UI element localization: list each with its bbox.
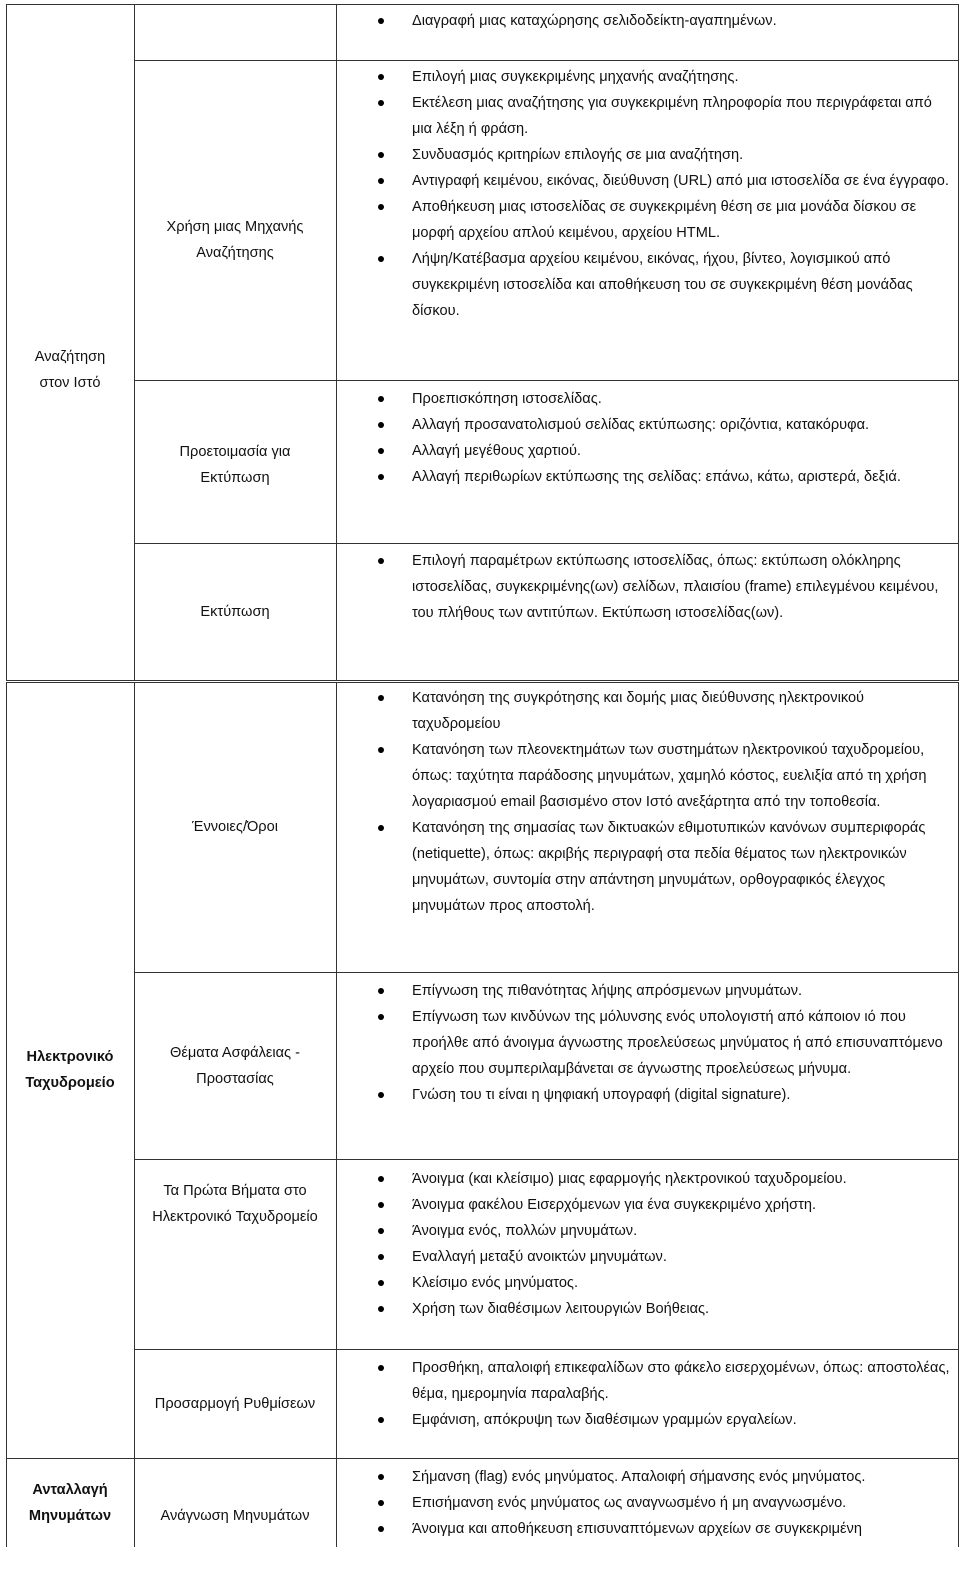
item-list [336,978,958,1108]
subcategory-label: Τα Πρώτα Βήματα στο Ηλεκτρονικό Ταχυδρομείο [152,1183,318,1225]
list-item: Λήψη/Κατέβασμα αρχείου κειμένου, εικόνας, ήχου, βίντεο, λογισμικού από συγκεκριμένη ιστοσελίδα και αποθήκευση του σε συγκεκριμένη θέση μονάδας δίσκου. [336,246,958,324]
category-label: Αναζήτηση στον Ιστό [34,349,106,391]
list-item: Κατανόηση των πλεονεκτημάτων των συστημάτων ηλεκτρονικού ταχυδρομείου, όπως: ταχύτητα παράδοσης μηνυμάτων, χαμηλό κόστος, ευελιξία από τη χρήση λογαριασμού email βασισμένο στον Ιστό ανεξάρτητα από την τοποθεσία. [336,737,958,815]
row-divider [6,680,959,681]
subcategory-label: Έννοιες/Όροι [192,819,278,835]
item-list [336,64,958,324]
list-item: Χρήση των διαθέσιμων λειτουργιών Βοήθειας. [336,1296,958,1322]
subcategory-cell [134,400,336,530]
list-item: Επισήμανση ενός μηνύματος ως αναγνωσμένο ή μη αναγνωσμένο. [336,1490,958,1516]
list-item: Αποθήκευση μιας ιστοσελίδας σε συγκεκριμένη θέση σε μια μονάδα δίσκου σε μορφή αρχείου απλού κειμένου, αρχείου HTML. [336,194,958,246]
category-label: Ηλεκτρονικό Ταχυδρομείο [25,1049,115,1091]
list-item: Αντιγραφή κειμένου, εικόνας, διεύθυνση (URL) από μια ιστοσελίδα σε ένα έγγραφο. [336,168,958,194]
subcategory-cell [134,1349,336,1458]
subcategory-cell [134,1458,336,1573]
item-list [336,1166,958,1322]
category-cell-messaging [6,1458,134,1547]
subcategory-label: Χρήση μιας Μηχανής Αναζήτησης [166,219,304,261]
list-item: Εναλλαγή μεταξύ ανοικτών μηνυμάτων. [336,1244,958,1270]
row-divider [134,380,959,381]
item-list [336,548,958,626]
subcategory-label: Προσαρμογή Ρυθμίσεων [154,1395,316,1412]
list-item: Κατανόηση της σημασίας των δικτυακών εθιμοτυπικών κανόνων συμπεριφοράς (netiquette), όπως: ακριβής περιγραφή στα πεδία θέματος των ηλεκτρονικών μηνυμάτων, συντομία στην απάντηση μηνυμάτων, ορθογραφικός έλεγχος μηνυμάτων προς αποστολή. [336,815,958,919]
list-item: Επίγνωση της πιθανότητας λήψης απρόσμενων μηνυμάτων. [336,978,958,1004]
subcategory-cell [134,682,336,972]
list-item: Επίγνωση των κινδύνων της μόλυνσης ενός υπολογιστή από κάποιον ιό που προήλθε από άνοιγμα άγνωστης προελεύσεως μηνύματος ή από επισυναπτόμενο αρχείο που συμπεριλαμβάνεται σε άγνωστης προελεύσεως μήνυμα. [336,1004,958,1082]
category-cell-web-search [6,60,134,680]
row-divider [134,60,959,61]
list-item: Αλλαγή προσανατολισμού σελίδας εκτύπωσης: οριζόντια, κατακόρυφα. [336,412,958,438]
list-item: Εμφάνιση, απόκρυψη των διαθέσιμων γραμμών εργαλείων. [336,1407,958,1433]
category-cell-email [6,682,134,1458]
subcategory-cell [134,543,336,680]
list-item: Άνοιγμα και αποθήκευση επισυναπτόμενων αρχείων σε συγκεκριμένη [336,1516,958,1542]
subcategory-label: Προετοιμασία για Εκτύπωση [179,444,291,486]
list-item: Επιλογή μιας συγκεκριμένης μηχανής αναζήτησης. [336,64,958,90]
list-item: Διαγραφή μιας καταχώρησης σελιδοδείκτη-αγαπημένων. [336,8,958,34]
subcategory-cell [134,972,336,1159]
subcategory-label: Ανάγνωση Μηνυμάτων [160,1507,310,1524]
list-item: Άνοιγμα ενός, πολλών μηνυμάτων. [336,1218,958,1244]
category-label: Ανταλλαγή Μηνυμάτων [28,1481,112,1524]
list-item: Κατανόηση της συγκρότησης και δομής μιας διεύθυνσης ηλεκτρονικού ταχυδρομείου [336,685,958,737]
item-list [336,1464,958,1542]
list-item: Άνοιγμα (και κλείσιμο) μιας εφαρμογής ηλεκτρονικού ταχυδρομείου. [336,1166,958,1192]
item-list [336,386,958,490]
list-item: Σήμανση (flag) ενός μηνύματος. Απαλοιφή σήμανσης ενός μηνύματος. [336,1464,958,1490]
table-border-right [958,4,959,680]
table-border-right [958,682,959,1547]
item-list [336,1355,958,1433]
list-item: Εκτέλεση μιας αναζήτησης για συγκεκριμένη πληροφορία που περιγράφεται από μια λέξη ή φράση. [336,90,958,142]
list-item: Αλλαγή περιθωρίων εκτύπωσης της σελίδας: επάνω, κάτω, αριστερά, δεξιά. [336,464,958,490]
table-border-top [6,4,959,5]
list-item: Γνώση του τι είναι η ψηφιακή υπογραφή (digital signature). [336,1082,958,1108]
item-list [336,8,958,34]
item-list [336,685,958,919]
list-item: Προεπισκόπηση ιστοσελίδας. [336,386,958,412]
subcategory-cell [134,1159,336,1249]
list-item: Άνοιγμα φακέλου Εισερχόμενων για ένα συγκεκριμένο χρήστη. [336,1192,958,1218]
list-item: Προσθήκη, απαλοιφή επικεφαλίδων στο φάκελο εισερχομένων, όπως: αποστολέας, θέμα, ημερομηνία παραλαβής. [336,1355,958,1407]
list-item: Επιλογή παραμέτρων εκτύπωσης ιστοσελίδας, όπως: εκτύπωση ολόκληρης ιστοσελίδας, συγκεκριμένης(ων) σελίδων, πλαισίου (frame) επιλεγμένου κειμένου, του πλήθους των αντιτύπων. Εκτύπωση ιστοσελίδας(ων). [336,548,958,626]
list-item: Αλλαγή μεγέθους χαρτιού. [336,438,958,464]
list-item: Κλείσιμο ενός μηνύματος. [336,1270,958,1296]
subcategory-label: Θέματα Ασφάλειας - Προστασίας [169,1044,301,1087]
list-item: Συνδυασμός κριτηρίων επιλογής σε μια αναζήτηση. [336,142,958,168]
subcategory-label: Εκτύπωση [200,603,270,620]
subcategory-cell [134,120,336,360]
